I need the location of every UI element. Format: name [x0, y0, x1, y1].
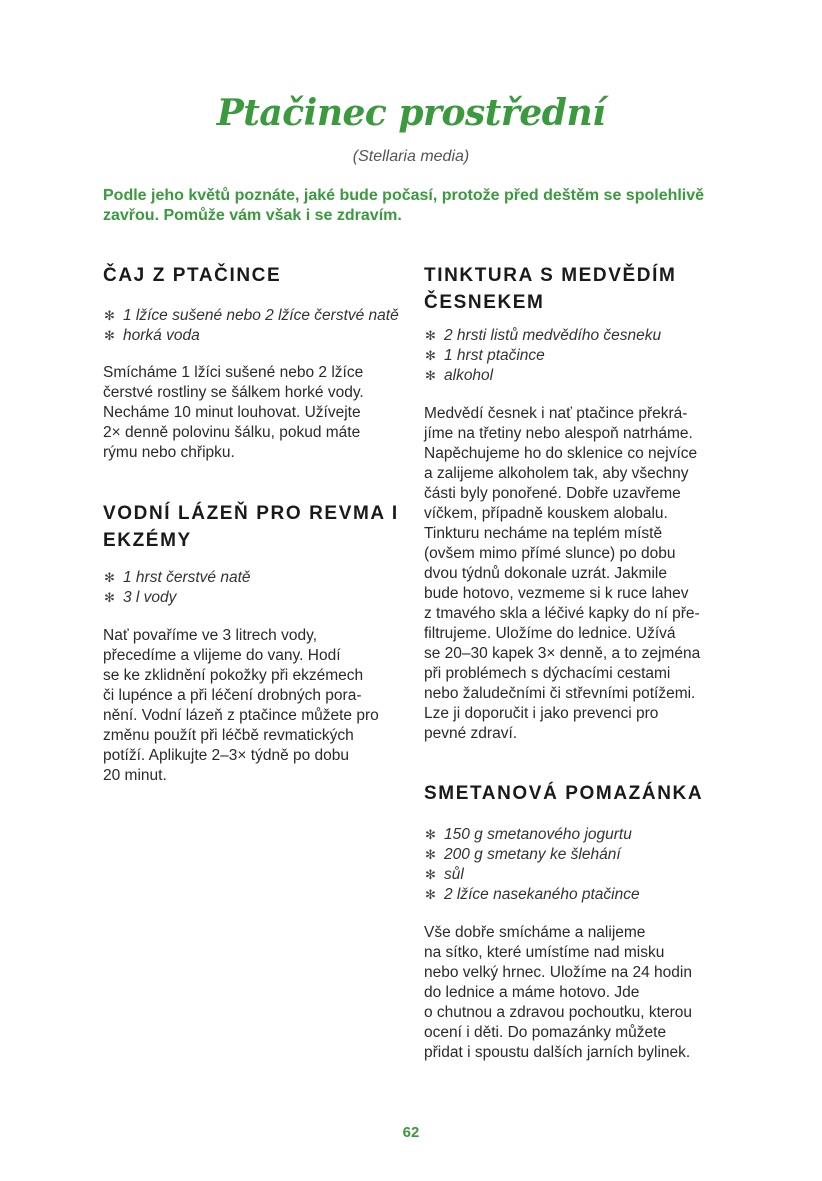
- asterisk-bullet-icon: ✻: [104, 328, 115, 343]
- asterisk-bullet-icon: ✻: [104, 308, 115, 323]
- recipe-heading: TINKTURA S MEDVĚDÍM ČESNEKEM: [424, 265, 677, 313]
- page-title: Ptačinec prostřední: [216, 92, 606, 134]
- ingredient-item: ✻ 2 lžíce nasekaného ptačince: [425, 886, 640, 903]
- page-number: 62: [402, 1124, 420, 1141]
- ingredient-item: ✻ 3 l vody: [104, 589, 177, 606]
- ingredient-item: ✻ 200 g smetany ke šlehání: [425, 846, 621, 863]
- ingredient-item: ✻ 1 hrst ptačince: [425, 347, 545, 364]
- intro-paragraph: Podle jeho květů poznáte, jaké bude počasí, protože před deštěm se spolehlivě zavřou. Pomůže vám však i se zdravím.: [103, 187, 705, 224]
- asterisk-bullet-icon: ✻: [425, 887, 436, 902]
- asterisk-bullet-icon: ✻: [425, 348, 436, 363]
- asterisk-bullet-icon: ✻: [425, 328, 436, 343]
- asterisk-bullet-icon: ✻: [104, 590, 115, 605]
- ingredient-item: ✻ 1 lžíce sušené nebo 2 lžíce čerstvé natě: [104, 307, 399, 324]
- recipe-caj: [103, 262, 403, 463]
- recipe-lazen: [103, 500, 403, 786]
- recipe-tinktura: [424, 262, 724, 744]
- right-column: [424, 262, 724, 1063]
- ingredient-item: ✻ 1 hrst čerstvé natě: [104, 569, 251, 586]
- ingredient-list: [103, 306, 403, 346]
- recipe-pomazanka: [424, 780, 724, 1063]
- ingredient-list: [424, 326, 724, 386]
- ingredient-item: ✻ horká voda: [104, 327, 200, 344]
- asterisk-bullet-icon: ✻: [425, 867, 436, 882]
- ingredient-item: ✻ 2 hrsti listů medvědího česneku: [425, 327, 662, 344]
- ingredient-item: ✻ alkohol: [425, 367, 494, 384]
- recipe-heading: VODNÍ LÁZEŇ PRO REVMA I EKZÉMY: [103, 503, 399, 551]
- recipe-instructions: Nať povaříme ve 3 litrech vody, přecedíme a vlijeme do vany. Hodí se ke zklidnění pokožky při ekzémech či lupénce a při léčení drobných pora- nění. Vodní lázeň z ptačince můžete pro změnu použít při léčbě revmatických potíží. Aplikujte 2–3× týdně po dobu 20 minut.: [103, 627, 379, 784]
- ingredient-list: [103, 568, 403, 608]
- recipe-heading: SMETANOVÁ POMAZÁNKA: [424, 783, 704, 804]
- asterisk-bullet-icon: ✻: [104, 570, 115, 585]
- ingredient-list: [424, 825, 724, 905]
- ingredient-item: ✻ sůl: [425, 866, 464, 883]
- ingredient-item: ✻ 150 g smetanového jogurtu: [425, 826, 632, 843]
- asterisk-bullet-icon: ✻: [425, 827, 436, 842]
- left-column: [103, 262, 403, 786]
- recipe-heading: ČAJ Z PTAČINCE: [103, 265, 282, 286]
- recipe-instructions: Smícháme 1 lžíci sušené nebo 2 lžíce čerstvé rostliny se šálkem horké vody. Necháme 10 minut louhovat. Užívejte 2× denně polovinu šálku, pokud máte rýmu nebo chřipku.: [103, 364, 364, 461]
- recipe-instructions: Medvědí česnek i nať ptačince překrá- jíme na třetiny nebo alespoň natrháme. Napěchujeme ho do sklenice co nejvíce a zalijeme alkoholem tak, aby všechny části byly ponořené. Dobře uzavřeme víčkem, případně kouskem alobalu. Tinkturu necháme na teplém místě (ovšem mimo přímé slunce) po dobu dvou týdnů dokonale uzrát. Jakmile bude hotovo, vezmeme si k ruce lahev z tmavého skla a léčivé kapky do ní pře- filtrujeme. Uložíme do lednice. Užívá se 20–30 kapek 3× denně, a to zejména při problémech s dýchacími cestami nebo žaludečními či střevními potížemi. Lze ji doporučit i jako prevenci pro pevné zdraví.: [424, 405, 701, 742]
- asterisk-bullet-icon: ✻: [425, 368, 436, 383]
- recipe-instructions: Vše dobře smícháme a nalijeme na sítko, které umístíme nad misku nebo velký hrnec. Uložíme na 24 hodin do lednice a máme hotovo. Jde o chutnou a zdravou pochoutku, kterou ocení i děti. Do pomazánky můžete přidat i spoustu dalších jarních bylinek.: [424, 924, 692, 1061]
- asterisk-bullet-icon: ✻: [425, 847, 436, 862]
- latin-name-subtitle: (Stellaria media): [352, 148, 470, 165]
